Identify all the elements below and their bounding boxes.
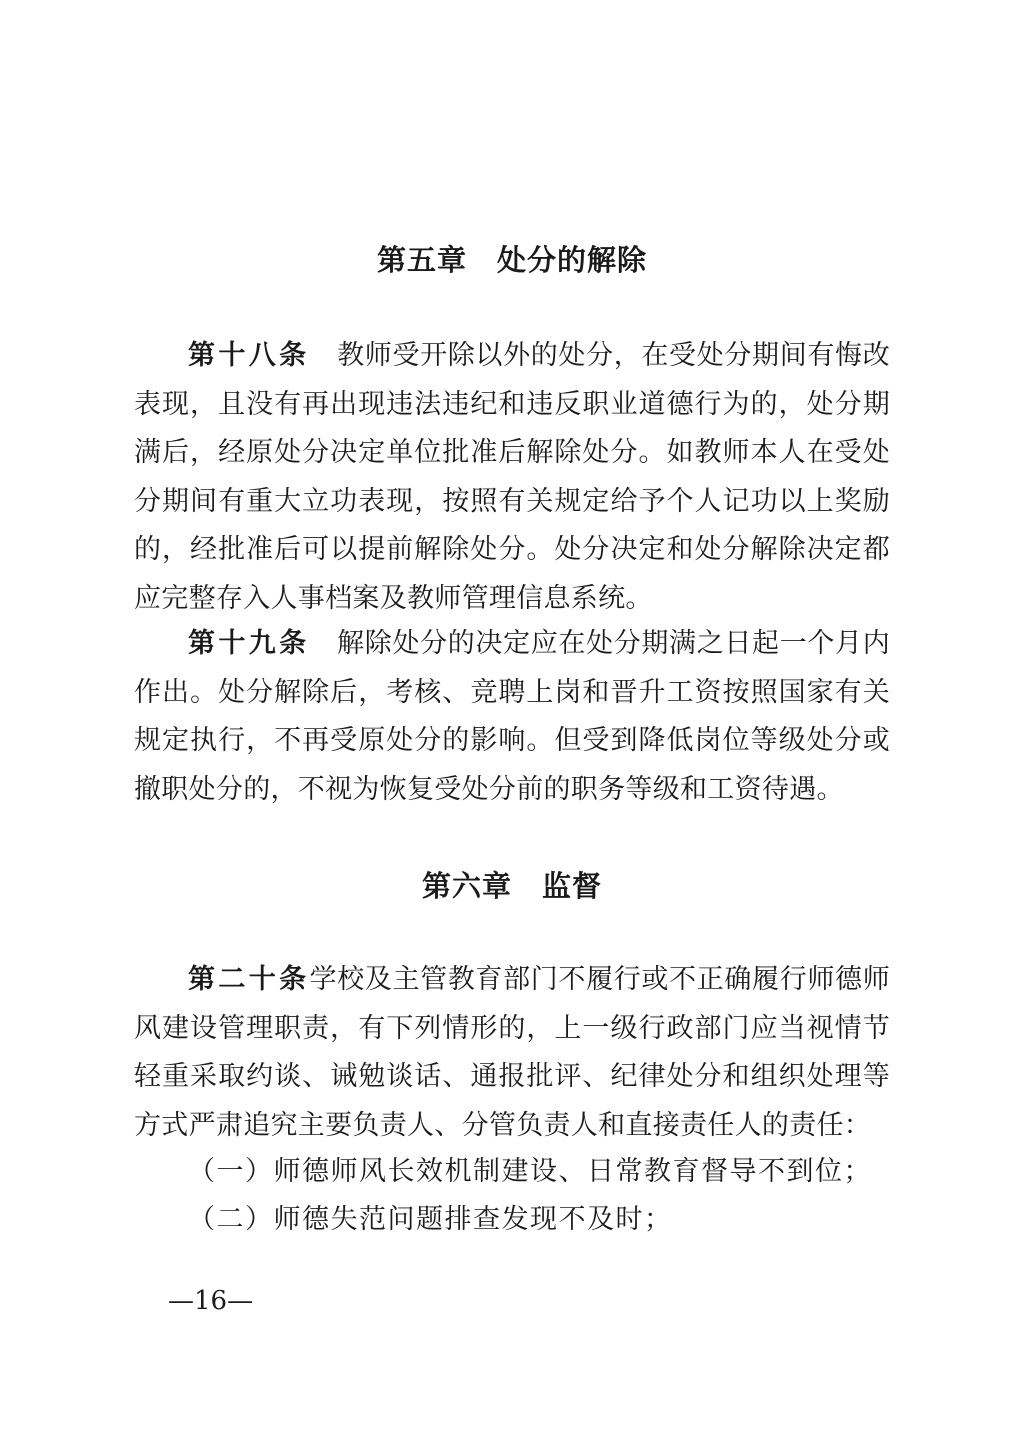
article-18-number: 第十八条 bbox=[188, 340, 310, 371]
page-number: —16— bbox=[168, 1286, 254, 1316]
article-20-paragraph bbox=[134, 956, 890, 1150]
article-20-item-2: （二）师德失范问题排查发现不及时； bbox=[188, 1204, 673, 1235]
article-20-item-1: （一）师德师风长效机制建设、日常教育督导不到位； bbox=[188, 1156, 872, 1187]
article-18-text: 教师受开除以外的处分，在受处分期间有悔改表现，且没有再出现违法违纪和违反职业道德行为的，处分期满后，经原处分决定单位批准后解除处分。如教师本人在受处分期间有重大立功表现，按照有关规定给予个人记功以上奖励的，经批准后可以提前解除处分。处分决定和处分解除决定都应完整存入人事档案及教师管理信息系统。 bbox=[134, 340, 890, 614]
article-20-text: 学校及主管教育部门不履行或不正确履行师德师风建设管理职责，有下列情形的，上一级行政部门应当视情节轻重采取约谈、诫勉谈话、通报批评、纪律处分和组织处理等方式严肃追究主要负责人、分管负责人和直接责任人的责任： bbox=[134, 964, 890, 1141]
article-18-paragraph bbox=[134, 332, 890, 624]
article-19-paragraph bbox=[134, 620, 890, 814]
chapter-6-title: 第六章 监督 bbox=[421, 869, 602, 903]
article-19-text: 解除处分的决定应在处分期满之日起一个月内作出。处分解除后，考核、竞聘上岗和晋升工资按照国家有关规定执行，不再受原处分的影响。但受到降低岗位等级处分或撤职处分的，不视为恢复受处分前的职务等级和工资待遇。 bbox=[134, 628, 890, 805]
article-20-number: 第二十条 bbox=[188, 964, 310, 995]
article-19-number: 第十九条 bbox=[188, 628, 310, 659]
chapter-5-title: 第五章 处分的解除 bbox=[376, 243, 647, 277]
